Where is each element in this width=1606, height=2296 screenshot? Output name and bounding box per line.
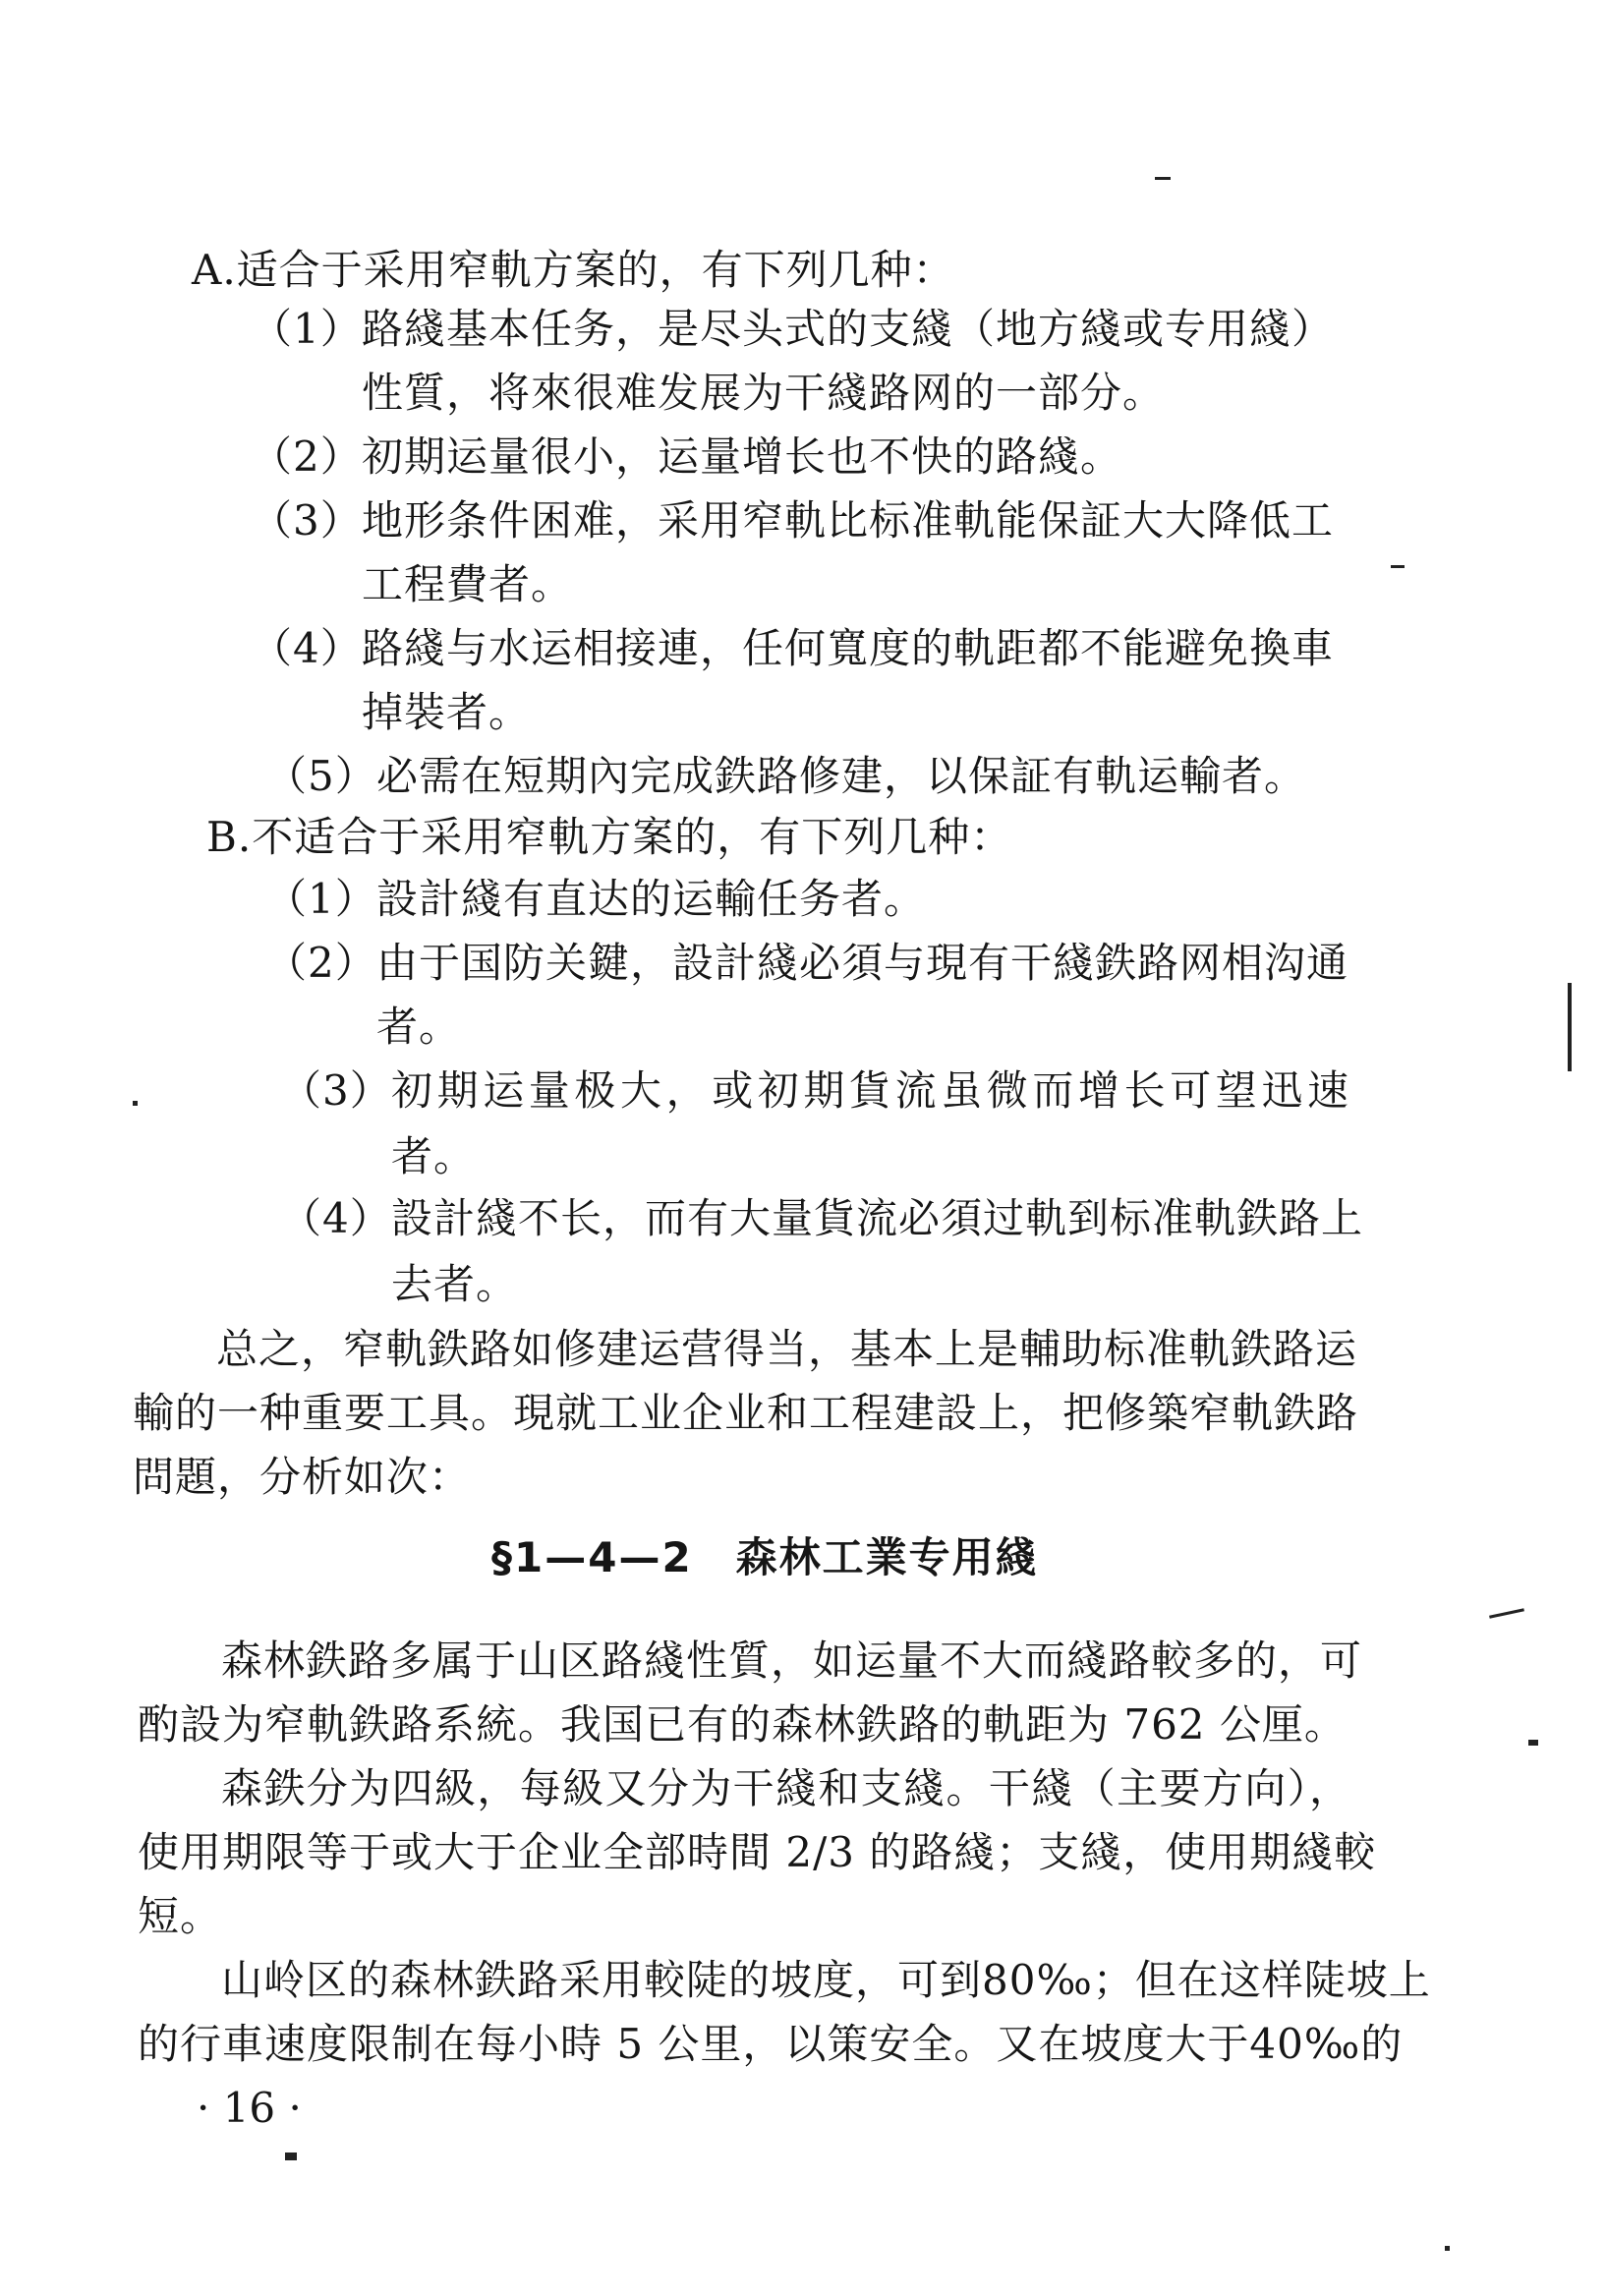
scan-speck <box>285 2152 297 2160</box>
page-number: · 16 · <box>197 2084 302 2132</box>
list-item-line: 者。 <box>376 1003 462 1051</box>
list-item-number: （3） <box>280 1066 392 1115</box>
list-item-line: 地形条件困难，采用窄軌比标准軌能保証大大降低工 <box>362 496 1335 545</box>
list-item-number: （1） <box>265 875 377 923</box>
scan-speck <box>1445 2246 1450 2251</box>
scan-speck <box>1391 565 1405 568</box>
list-item-line: 路綫与水运相接連，任何寬度的軌距都不能避免換車 <box>362 624 1335 672</box>
list-item-line: 由于国防关鍵，設計綫必須与現有干綫鉄路网相沟通 <box>376 939 1349 987</box>
list-item-number: （4） <box>280 1194 392 1242</box>
list-item-line: 設計綫不长，而有大量貨流必須过軌到标准軌鉄路上 <box>391 1194 1364 1242</box>
list-item-line: 初期运量很小，运量增长也不快的路綫。 <box>362 432 1123 481</box>
list-item-line: 必需在短期內完成鉄路修建，以保証有軌运輸者。 <box>376 752 1307 800</box>
list-item-number: （5） <box>265 752 377 800</box>
section-b-heading: B.不适合于采用窄軌方案的，有下列几种： <box>206 813 1013 861</box>
list-item-line: 工程費者。 <box>362 560 574 608</box>
list-item-line: 者。 <box>391 1132 477 1180</box>
list-item-line: 去者。 <box>391 1260 519 1308</box>
paragraph-line: 森林鉄路多属于山区路綫性質，如运量不大而綫路較多的，可 <box>221 1636 1363 1685</box>
list-item-line: 性質，将來很难发展为干綫路网的一部分。 <box>362 369 1166 417</box>
section-a-heading: A.适合于采用窄軌方案的，有下列几种： <box>192 246 955 294</box>
scan-speck <box>1155 177 1171 180</box>
section-title: §1—4—2 森林工業专用綫 <box>491 1533 1039 1581</box>
paragraph-line: 使用期限等于或大于企业全部時間 2/3 的路綫；支綫，使用期綫較 <box>138 1828 1377 1876</box>
list-item-number: （1） <box>251 305 363 353</box>
paragraph-line: 短。 <box>138 1892 223 1940</box>
list-item-line: 設計綫有直达的运輸任务者。 <box>376 875 927 923</box>
list-item-line: 掉裝者。 <box>362 688 532 736</box>
paragraph-line: 山岭区的森林鉄路采用較陡的坡度，可到80‰；但在这样陡坡上 <box>221 1956 1431 2004</box>
summary-line: 总之，窄軌鉄路如修建运营得当，基本上是輔助标准軌鉄路运 <box>216 1325 1358 1373</box>
list-item-number: （3） <box>251 496 363 545</box>
list-item-line: 路綫基本任务，是尽头式的支綫（地方綫或专用綫） <box>362 305 1335 353</box>
scan-speck <box>133 1101 138 1106</box>
list-item-number: （4） <box>251 624 363 672</box>
scan-speck <box>1528 1740 1538 1746</box>
summary-line: 輸的一种重要工具。現就工业企业和工程建設上，把修築窄軌鉄路 <box>133 1389 1359 1437</box>
paragraph-line: 森鉄分为四級，每級又分为干綫和支綫。干綫（主要方向）， <box>221 1764 1351 1812</box>
paragraph-line: 酌設为窄軌鉄路系統。我国已有的森林鉄路的軌距为 762 公厘。 <box>138 1700 1347 1749</box>
list-item-number: （2） <box>265 939 377 987</box>
scan-speck <box>1489 1608 1524 1618</box>
list-item-number: （2） <box>251 432 363 481</box>
scan-speck <box>1568 983 1572 1071</box>
summary-line: 問題，分析如次： <box>133 1453 472 1501</box>
list-item-line: 初期运量极大，或初期貨流虽微而增长可望迅速 <box>391 1066 1349 1115</box>
paragraph-line: 的行車速度限制在每小時 5 公里，以策安全。又在坡度大于40‰的 <box>138 2020 1404 2068</box>
